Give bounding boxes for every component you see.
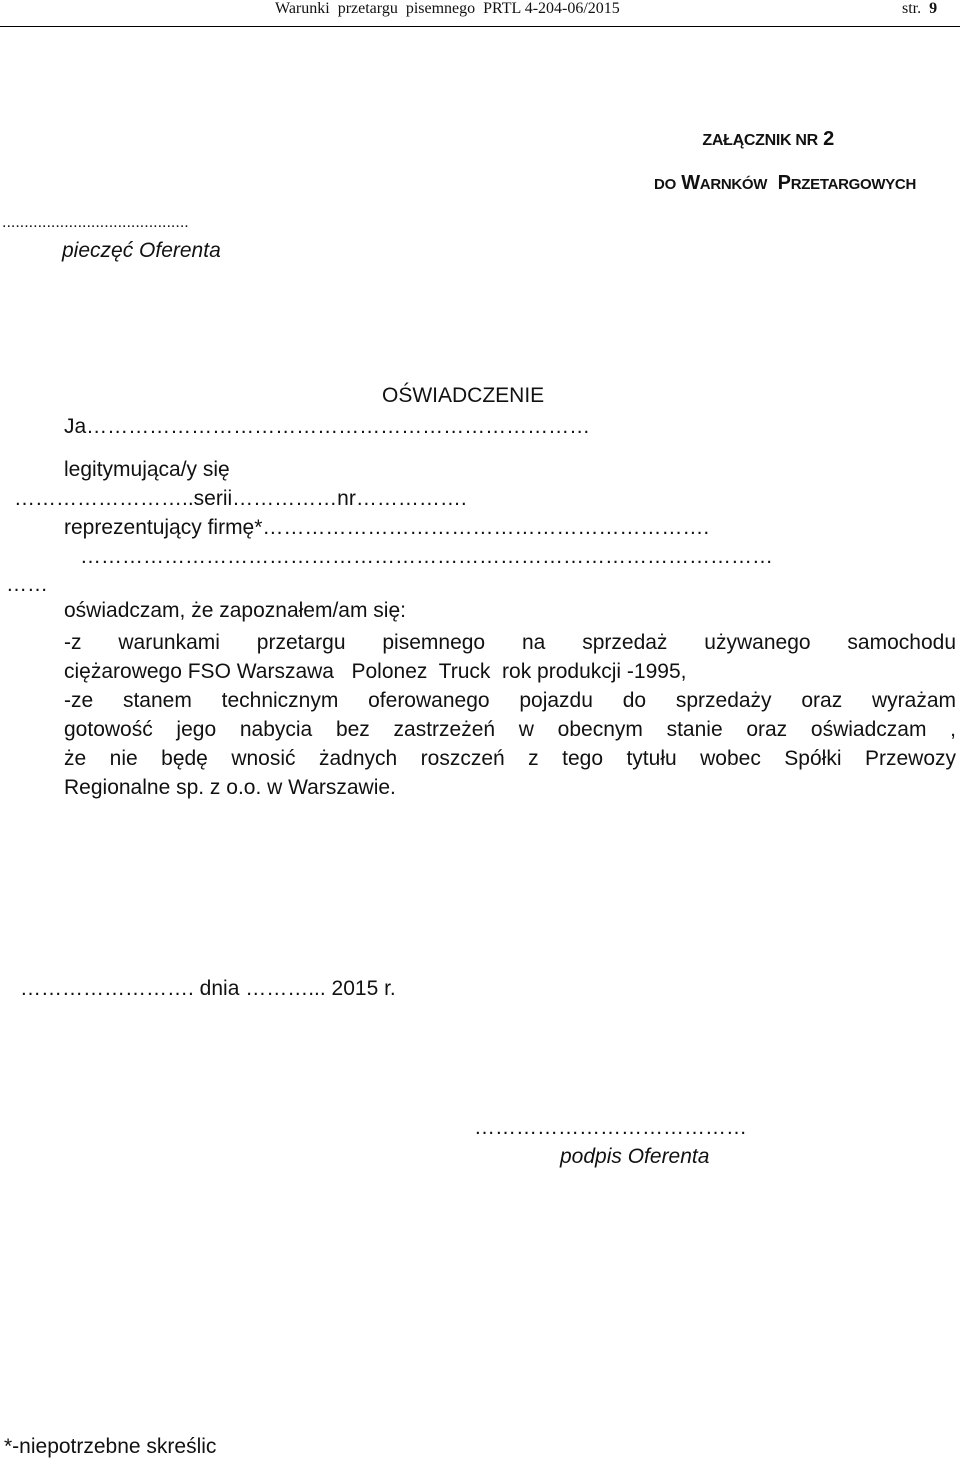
signature-label: podpis Oferenta: [560, 1145, 710, 1168]
document-header-title: Warunki przetargu pisemnego PRTL 4-204-06/2015: [275, 0, 620, 17]
legitimation-line: legitymująca/y się: [64, 458, 230, 481]
signature-dots: …………………………………: [474, 1116, 747, 1139]
annex-number: ZAŁĄCZNIK NR 2: [702, 128, 834, 150]
declaration-intro: oświadczam, że zapoznałem/am się:: [64, 599, 406, 622]
company-line: reprezentujący firmę*……………………………………………………….: [64, 516, 710, 539]
header-rule: [0, 26, 960, 27]
page-number: 9: [929, 0, 938, 17]
paragraph-line: -ze stanem technicznym oferowanego pojazdu do sprzedaży oraz wyrażam: [64, 689, 956, 712]
paragraph-line: że nie będę wnosić żadnych roszczeń z tego tytułu wobec Spółki Przewozy: [64, 747, 956, 770]
paragraph-line: Regionalne sp. z o.o. w Warszawie.: [64, 776, 396, 799]
continuation-dots-short: ……: [6, 573, 48, 596]
page-prefix: str.: [902, 0, 922, 17]
id-series-number-line: ……………………..serii……………nr…………….: [14, 487, 467, 510]
page-number-label: [902, 0, 937, 18]
declaration-heading: OŚWIADCZENIE: [382, 384, 545, 407]
annex-subtitle: DO WARNKÓW PRZETARGOWYCH: [654, 172, 916, 194]
paragraph-line: ciężarowego FSO Warszawa Polonez Truck rok produkcji -1995,: [64, 660, 687, 683]
stamp-label: pieczęć Oferenta: [62, 239, 221, 262]
continuation-dots-line: ………………………………………………………………………………………: [80, 545, 773, 568]
date-line: ……………………. dnia ………... 2015 r.: [20, 977, 396, 1000]
paragraph-line: gotowość jego nabycia bez zastrzeżeń w obecnym stanie oraz oświadczam ,: [64, 718, 956, 741]
footnote: *-niepotrzebne skreślic: [4, 1435, 217, 1458]
name-line: Ja………………………………………………………………: [64, 415, 591, 438]
paragraph-line: -z warunkami przetargu pisemnego na sprzedaż używanego samochodu: [64, 631, 956, 654]
stamp-dots: ..........................................: [2, 214, 189, 231]
